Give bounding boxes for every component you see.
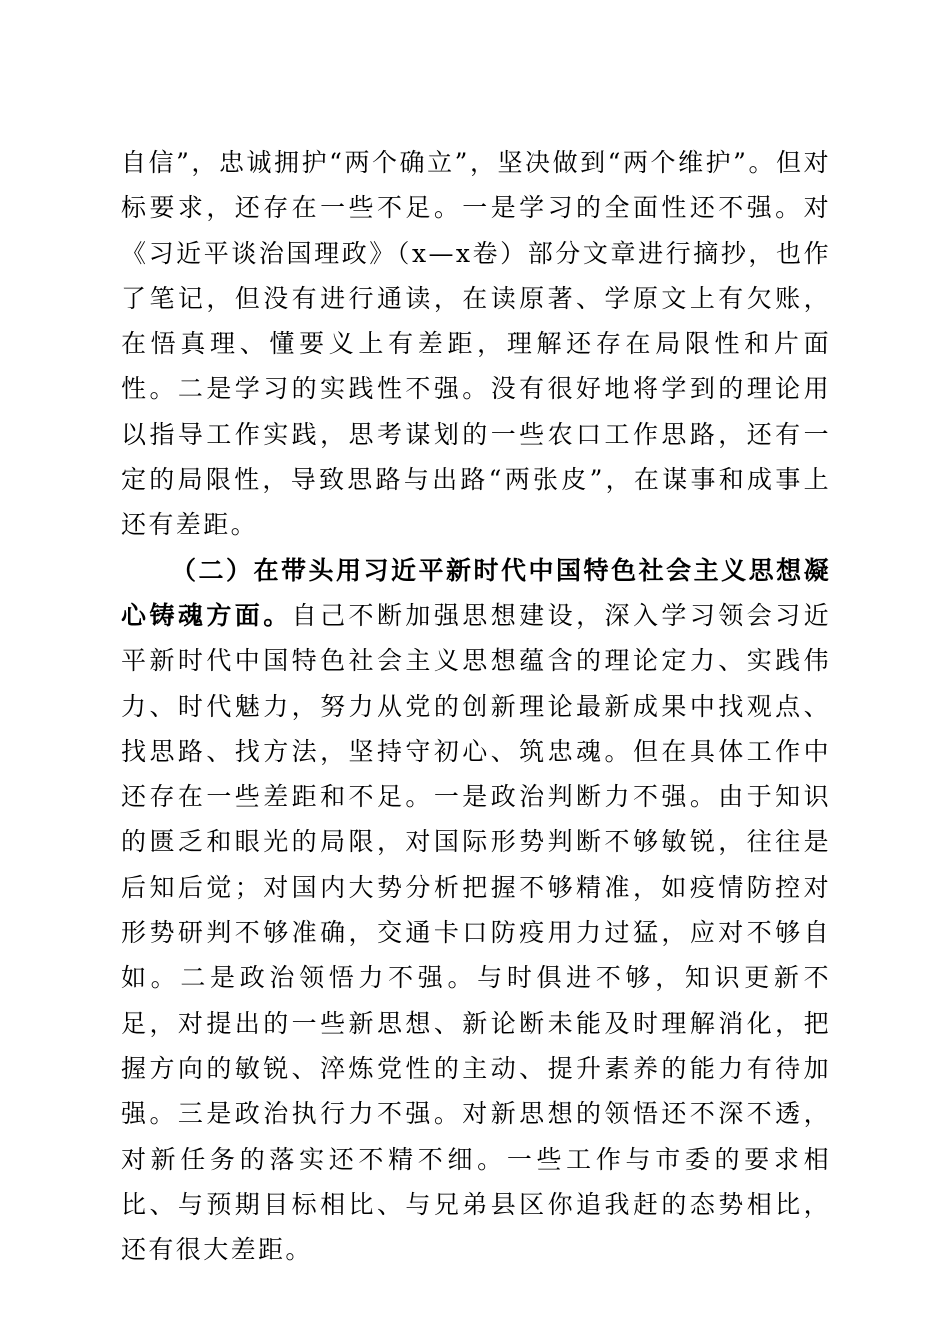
paragraph-section-two: [121, 548, 831, 1273]
paragraph-text: 自信”，忠诚拥护“两个确立”，坚决做到“两个维护”。但对标要求，还存在一些不足。一是学习的全面性还不强。对《习近平谈治国理政》（x—x卷）部分文章进行摘抄，也作了笔记，但没有进行通读，在读原著、学原文上有欠账，在悟真理、懂要义上有差距，理解还存在局限性和片面性。二是学习的实践性不强。没有很好地将学到的理论用以指导工作实践，思考谋划的一些农口工作思路，还有一定的局限性，导致思路与出路“两张皮”，在谋事和成事上还有差距。: [121, 148, 831, 540]
section-heading: （二）在带头用习近平新时代中国特色社会主义思想凝心铸魂方面。: [121, 555, 831, 630]
document-body: [121, 140, 831, 1272]
paragraph-text: 自己不断加强思想建设，深入学习领会习近平新时代中国特色社会主义思想蕴含的理论定力、实践伟力、时代魅力，努力从党的创新理论最新成果中找观点、找思路、找方法，坚持守初心、筑忠魂。但在具体工作中还存在一些差距和不足。一是政治判断力不强。由于知识的匮乏和眼光的局限，对国际形势判断不够敏锐，往往是后知后觉；对国内大势分析把握不够精准，如疫情防控对形势研判不够准确，交通卡口防疫用力过猛，应对不够自如。二是政治领悟力不强。与时俱进不够，知识更新不足，对提出的一些新思想、新论断未能及时理解消化，把握方向的敏锐、淬炼党性的主动、提升素养的能力有待加强。三是政治执行力不强。对新思想的领悟还不深不透，对新任务的落实还不精不细。一些工作与市委的要求相比、与预期目标相比、与兄弟县区你追我赶的态势相比，还有很大差距。: [121, 600, 831, 1265]
paragraph-continuation: [121, 140, 831, 548]
